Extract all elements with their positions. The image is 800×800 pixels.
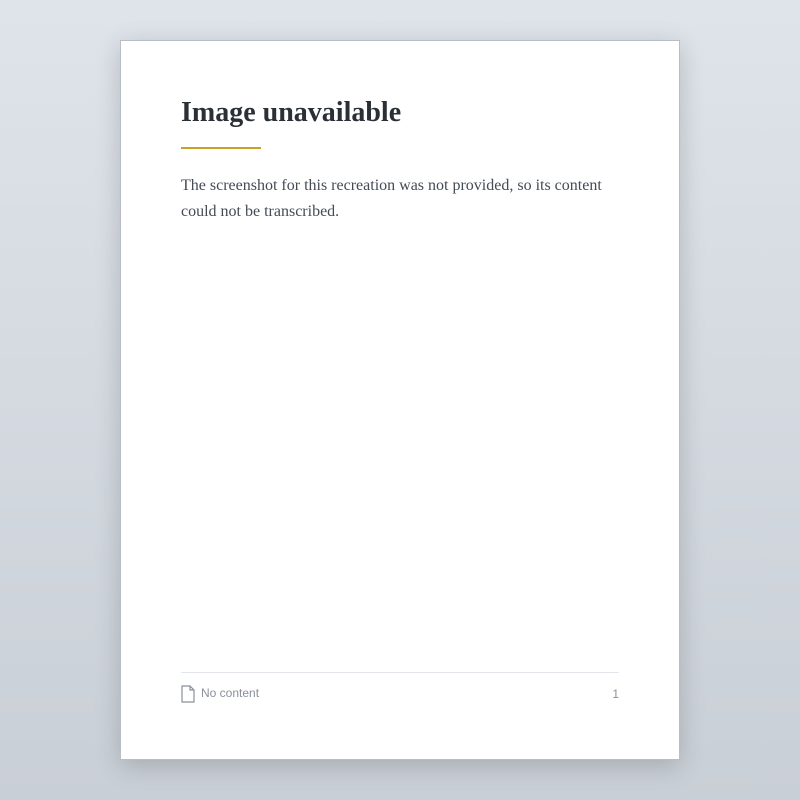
- page-body-text: The screenshot for this recreation was not provided, so its content could not be transcribed.: [181, 177, 602, 220]
- document-icon: [181, 685, 195, 703]
- page-title: Image unavailable: [181, 97, 402, 128]
- footer-left: [181, 685, 259, 703]
- title-divider: [181, 147, 261, 149]
- footer-left-label: No content: [201, 686, 260, 701]
- page-number: 1: [612, 687, 619, 701]
- document-page: [120, 40, 680, 760]
- page-footer: [181, 672, 619, 703]
